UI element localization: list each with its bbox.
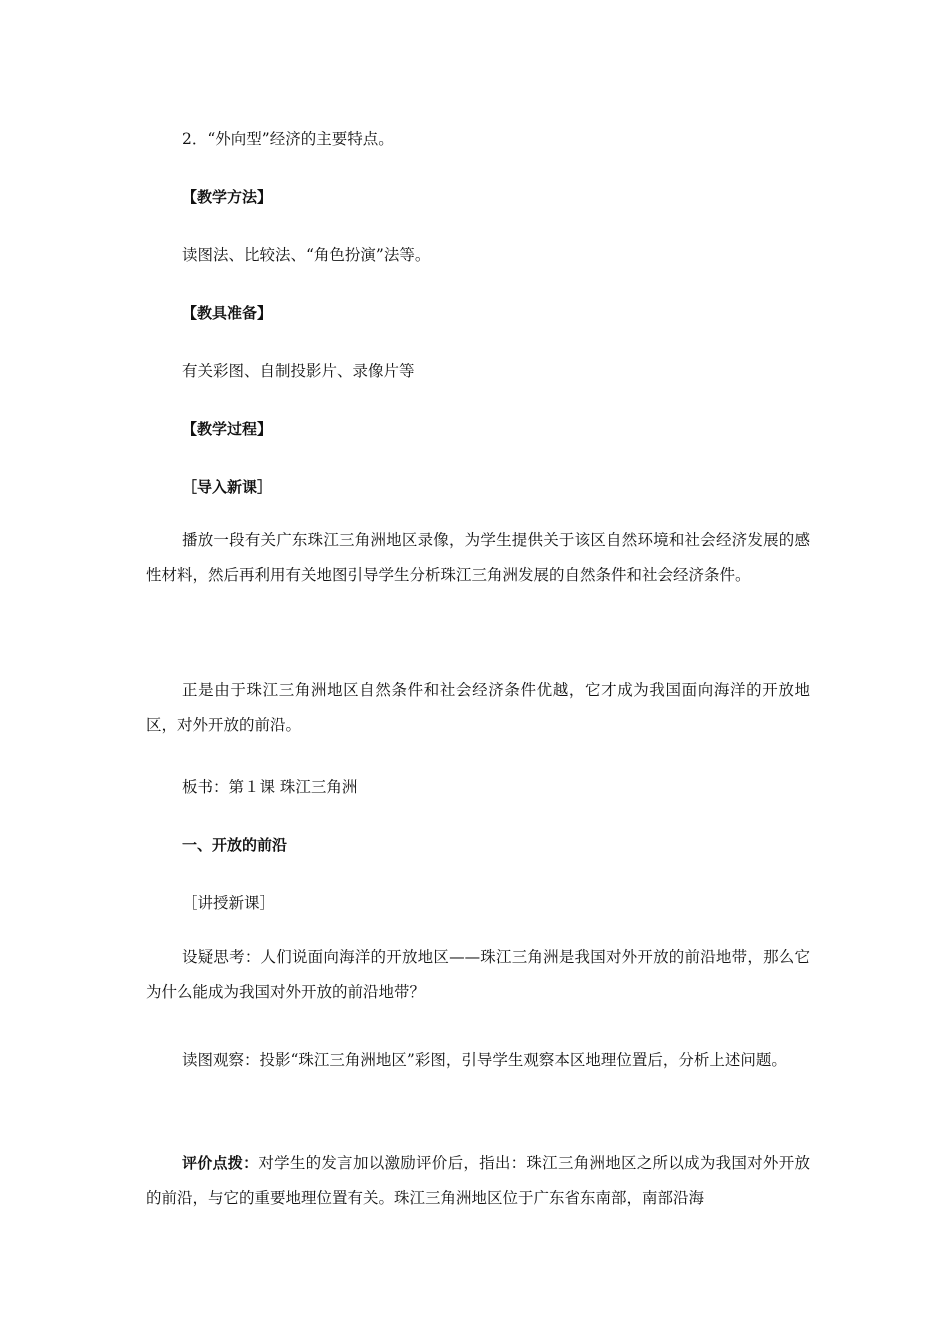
paragraph-intro-video: 播放一段有关广东珠江三角洲地区录像，为学生提供关于该区自然环境和社会经济发展的感性材料，然后再利用有关地图引导学生分析珠江三角洲发展的自然条件和社会经济条件。 [146, 531, 810, 584]
paragraph-open-frontier: 正是由于珠江三角洲地区自然条件和社会经济条件优越，它才成为我国面向海洋的开放地区，对外开放的前沿。 [146, 681, 810, 734]
heading-teaching-tools: 【教具准备】 [182, 304, 273, 322]
paragraph-evaluation [146, 1146, 810, 1215]
heading-new-lesson: ［讲授新课］ [182, 894, 276, 912]
paragraph-question: 设疑思考：人们说面向海洋的开放地区——珠江三角洲是我国对外开放的前沿地带，那么它为什么能成为我国对外开放的前沿地带？ [146, 948, 810, 1001]
evaluation-lead: 评价点拨： [182, 1154, 259, 1172]
objective-item-2: 2．“外向型”经济的主要特点。 [182, 130, 394, 148]
teaching-method-text: 读图法、比较法、“角色扮演”法等。 [182, 246, 431, 264]
heading-teaching-method: 【教学方法】 [182, 188, 273, 206]
paragraph-map-observation: 读图观察：投影“珠江三角洲地区”彩图，引导学生观察本区地理位置后，分析上述问题。 [182, 1051, 787, 1069]
teaching-tools-text: 有关彩图、自制投影片、录像片等 [182, 362, 415, 380]
heading-section-open-frontier: 一、开放的前沿 [182, 836, 288, 854]
heading-teaching-process: 【教学过程】 [182, 420, 273, 438]
board-writing: 板书：第１课 珠江三角洲 [182, 778, 358, 796]
evaluation-text: 对学生的发言加以激励评价后，指出：珠江三角洲地区之所以成为我国对外开放的前沿，与它的重要地理位置有关。珠江三角洲地区位于广东省东南部，南部沿海 [146, 1154, 810, 1207]
heading-intro-lesson: ［导入新课］ [182, 478, 273, 496]
